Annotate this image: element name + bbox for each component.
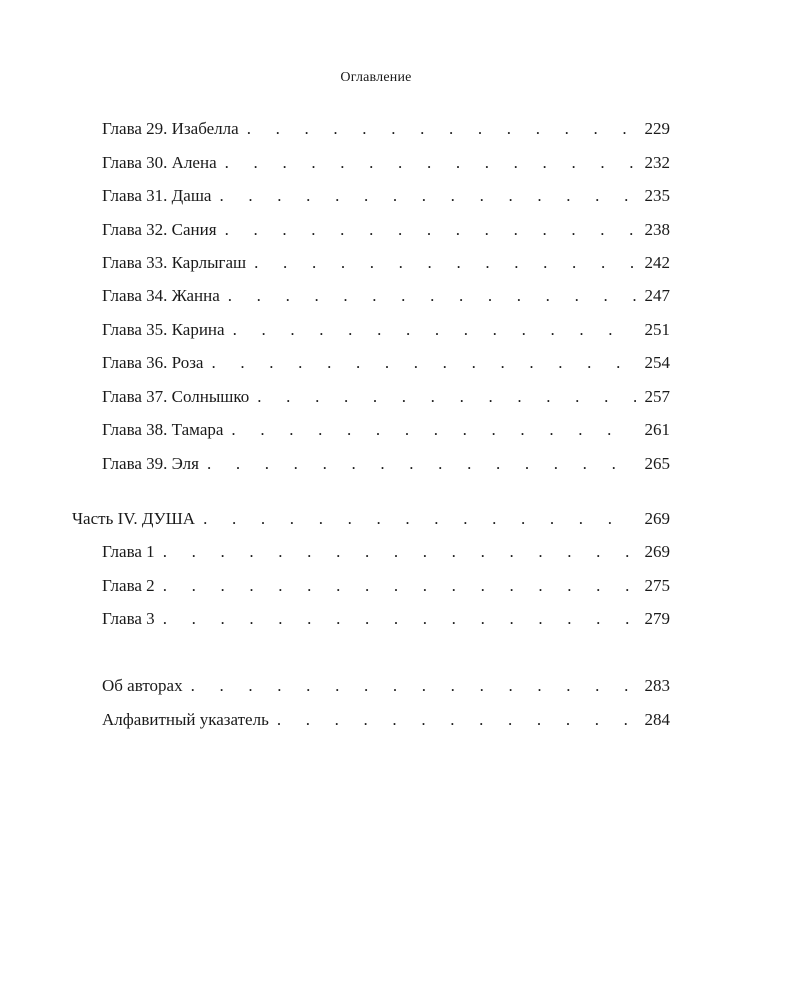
running-head: Оглавление (340, 70, 412, 85)
toc-dot-leader (275, 709, 636, 731)
toc-entry[interactable] (102, 152, 670, 174)
toc-entry-title: Глава 32. Сания (102, 220, 217, 239)
toc-entry[interactable] (102, 386, 670, 408)
toc-entry-page: 242 (644, 253, 670, 272)
toc-entry-title: Глава 38. Тамара (102, 420, 224, 439)
toc-entry-title: Глава 31. Даша (102, 186, 212, 205)
toc-entry-page: 275 (644, 576, 670, 595)
toc-dot-leader (245, 118, 636, 140)
toc-entry-title: Об авторах (102, 676, 183, 695)
toc-dot-leader (201, 508, 636, 530)
toc-dot-leader (205, 453, 636, 475)
toc-entry-page: 238 (644, 220, 670, 239)
toc-entry-page: 284 (644, 710, 670, 729)
toc-entry[interactable] (102, 541, 670, 563)
toc-entry-title: Глава 30. Алена (102, 153, 217, 172)
toc-entry[interactable] (102, 419, 670, 441)
toc-entry-page: 247 (644, 286, 670, 305)
toc-entry[interactable] (102, 319, 670, 341)
toc-entry-title: Глава 3 (102, 609, 155, 628)
toc-entry[interactable] (102, 285, 670, 307)
toc-entry-title: Глава 29. Изабелла (102, 119, 239, 138)
toc-entry-page: 279 (644, 609, 670, 628)
toc-dot-leader (161, 608, 636, 630)
toc-entry-title: Глава 34. Жанна (102, 286, 220, 305)
toc-dot-leader (229, 419, 636, 441)
toc-entry[interactable] (102, 219, 670, 241)
toc-entry-title: Глава 37. Солнышко (102, 387, 250, 406)
toc-entry-title: Глава 36. Роза (102, 353, 204, 372)
toc-entry-page: 254 (644, 353, 670, 372)
toc-entry-title: Глава 39. Эля (102, 454, 199, 473)
toc-entry[interactable] (102, 453, 670, 475)
toc-dot-leader (189, 675, 636, 697)
toc-entry-page: 265 (644, 454, 670, 473)
toc-part-title: Часть IV. ДУША (72, 509, 196, 528)
toc-dot-leader (231, 319, 636, 341)
toc-entry-page: 269 (644, 542, 670, 561)
toc-entry[interactable] (102, 575, 670, 597)
toc-entry-page: 251 (644, 320, 670, 339)
toc-entry-page: 235 (644, 186, 670, 205)
toc-entry[interactable] (102, 608, 670, 630)
toc-entry-page: 257 (644, 387, 670, 406)
toc-entry-title: Алфавитный указатель (102, 710, 269, 729)
toc-dot-leader (223, 152, 636, 174)
toc-entry-title: Глава 2 (102, 576, 155, 595)
toc-entry-title: Глава 35. Карина (102, 320, 225, 339)
toc-entry-page: 232 (644, 153, 670, 172)
toc-dot-leader (252, 252, 636, 274)
toc-dot-leader (223, 219, 636, 241)
toc-entry[interactable] (102, 252, 670, 274)
toc-part-entry[interactable] (72, 508, 670, 530)
toc-entry[interactable] (102, 352, 670, 374)
toc-part-page: 269 (644, 509, 670, 528)
toc-backmatter-entry[interactable] (102, 675, 670, 697)
toc-dot-leader (209, 352, 636, 374)
toc-dot-leader (161, 575, 636, 597)
toc-dot-leader (226, 285, 636, 307)
toc-entry-title: Глава 1 (102, 542, 155, 561)
toc-entry-title: Глава 33. Карлыгаш (102, 253, 247, 272)
toc-dot-leader (161, 541, 636, 563)
toc-entry[interactable] (102, 118, 670, 140)
toc-entry-page: 229 (644, 119, 670, 138)
toc-entry[interactable] (102, 185, 670, 207)
toc-entry-page: 283 (644, 676, 670, 695)
toc-dot-leader (255, 386, 636, 408)
toc-backmatter-entry[interactable] (102, 709, 670, 731)
toc-dot-leader (217, 185, 636, 207)
toc-entry-page: 261 (644, 420, 670, 439)
